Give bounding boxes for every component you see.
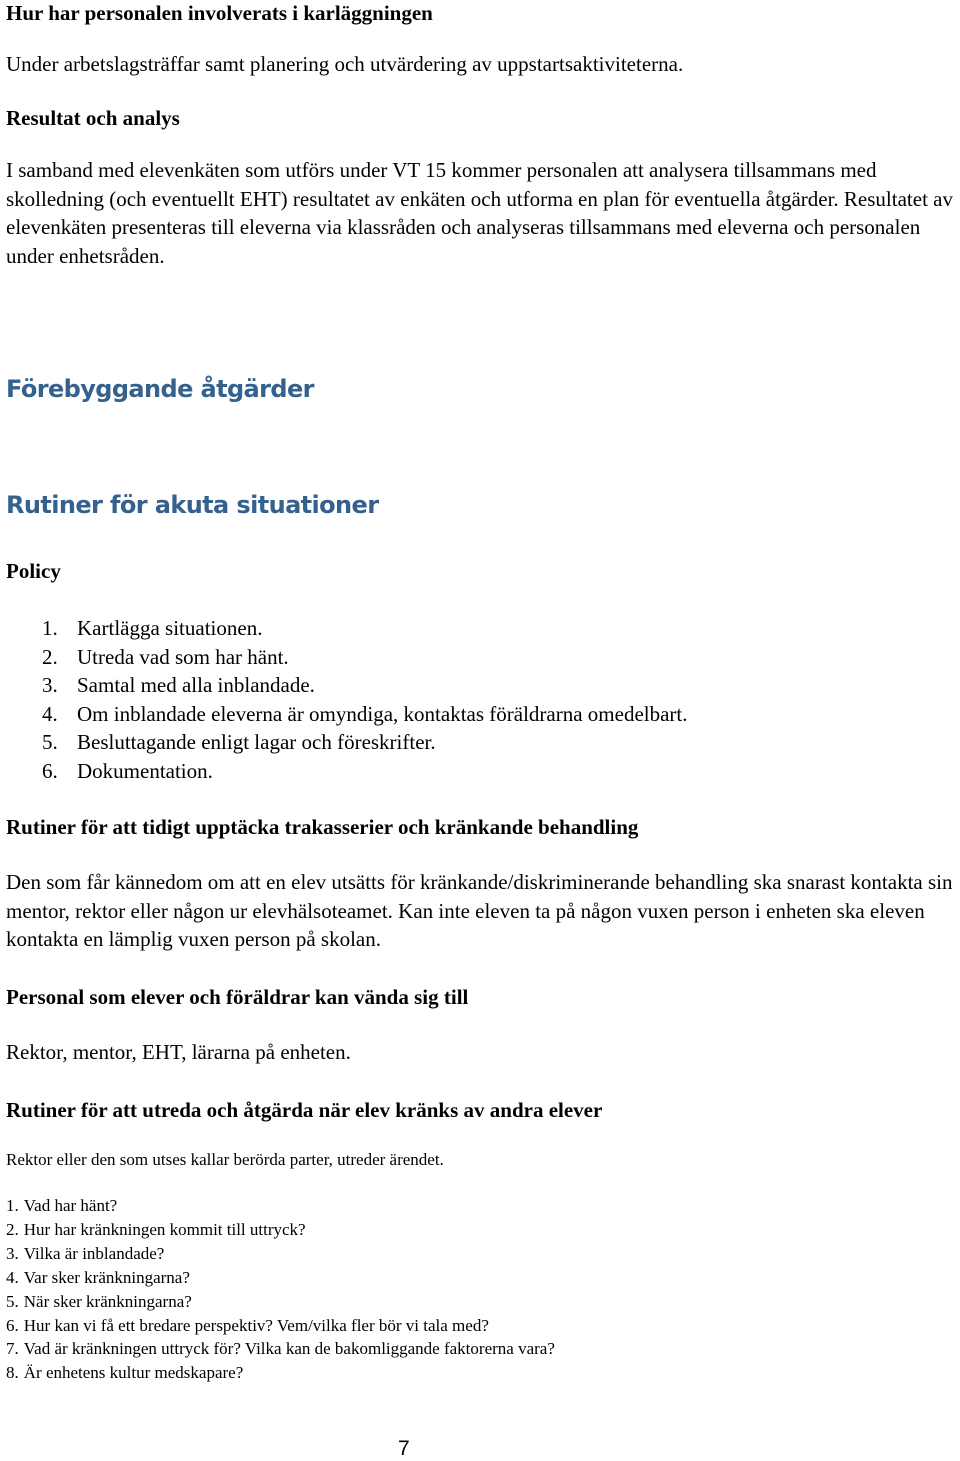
contacts-text: Rektor, mentor, EHT, lärarna på enheten. <box>6 1040 351 1064</box>
section-heading-early-detection: Rutiner för att tidigt upptäcka trakasserier och kränkande behandling <box>6 815 639 839</box>
investigate-text: Rektor eller den som utses kallar berörda parter, utreder ärendet. <box>6 1150 444 1169</box>
list-item: 7. Vad är kränkningen uttryck för? Vilka kan de bakomliggande faktorerna vara? <box>6 1339 555 1359</box>
involvement-text: Under arbetslagsträffar samt planering och utvärdering av uppstartsaktiviteterna. <box>6 52 684 76</box>
list-item: 6. Hur kan vi få ett bredare perspektiv? Vem/vilka fler bör vi tala med? <box>6 1315 489 1335</box>
list-item: 5. Besluttagande enligt lagar och föreskrifter. <box>42 730 436 754</box>
policy-list <box>42 614 688 785</box>
section-heading-results: Resultat och analys <box>6 106 180 130</box>
heading-acute-routines: Rutiner för akuta situationer <box>6 491 379 519</box>
heading-preventive-measures: Förebyggande åtgärder <box>6 375 314 403</box>
list-item: 2. Utreda vad som har hänt. <box>42 644 289 669</box>
list-item: 2. Hur har kränkningen kommit till uttryck? <box>6 1219 306 1239</box>
early-detection-text: Den som får kännedom om att en elev utsätts för kränkande/diskriminerande behandling ska snarast kontakta sin mentor, rektor eller någon ur elevhälsoteamet. Kan inte eleven ta på någon vuxen person i enheten ska eleven kontakta en lämplig vuxen person på skolan. <box>6 870 953 951</box>
list-item: 1. Kartlägga situationen. <box>42 616 263 640</box>
section-heading-investigate: Rutiner för att utreda och åtgärda när elev kränks av andra elever <box>6 1098 603 1122</box>
results-text: I samband med elevenkäten som utförs under VT 15 kommer personalen att analysera tillsammans med skolledning (och eventuellt EHT) resultatet av enkäten och utforma en plan för eventuella åtgärder. Resultatet av elevenkäten presenteras till eleverna via klassråden och analyseras tillsammans med eleverna och personalen under enhetsråden. <box>6 158 953 268</box>
investigation-questions <box>6 1194 555 1385</box>
list-item: 5. När sker kränkningarna? <box>6 1291 192 1311</box>
list-item: 3. Samtal med alla inblandade. <box>42 673 315 697</box>
list-item: 4. Om inblandade eleverna är omyndiga, kontaktas föräldrarna omedelbart. <box>42 701 688 726</box>
policy-label: Policy <box>6 559 61 583</box>
list-item: 1. Vad har hänt? <box>6 1196 118 1215</box>
page-number: 7 <box>398 1437 410 1460</box>
list-item: 8. Är enhetens kultur medskapare? <box>6 1363 244 1383</box>
list-item: 6. Dokumentation. <box>42 758 213 783</box>
section-heading-contacts: Personal som elever och föräldrar kan vända sig till <box>6 985 469 1009</box>
list-item: 4. Var sker kränkningarna? <box>6 1267 190 1287</box>
list-item: 3. Vilka är inblandade? <box>6 1243 165 1263</box>
section-heading-involvement: Hur har personalen involverats i karläggningen <box>6 1 433 25</box>
